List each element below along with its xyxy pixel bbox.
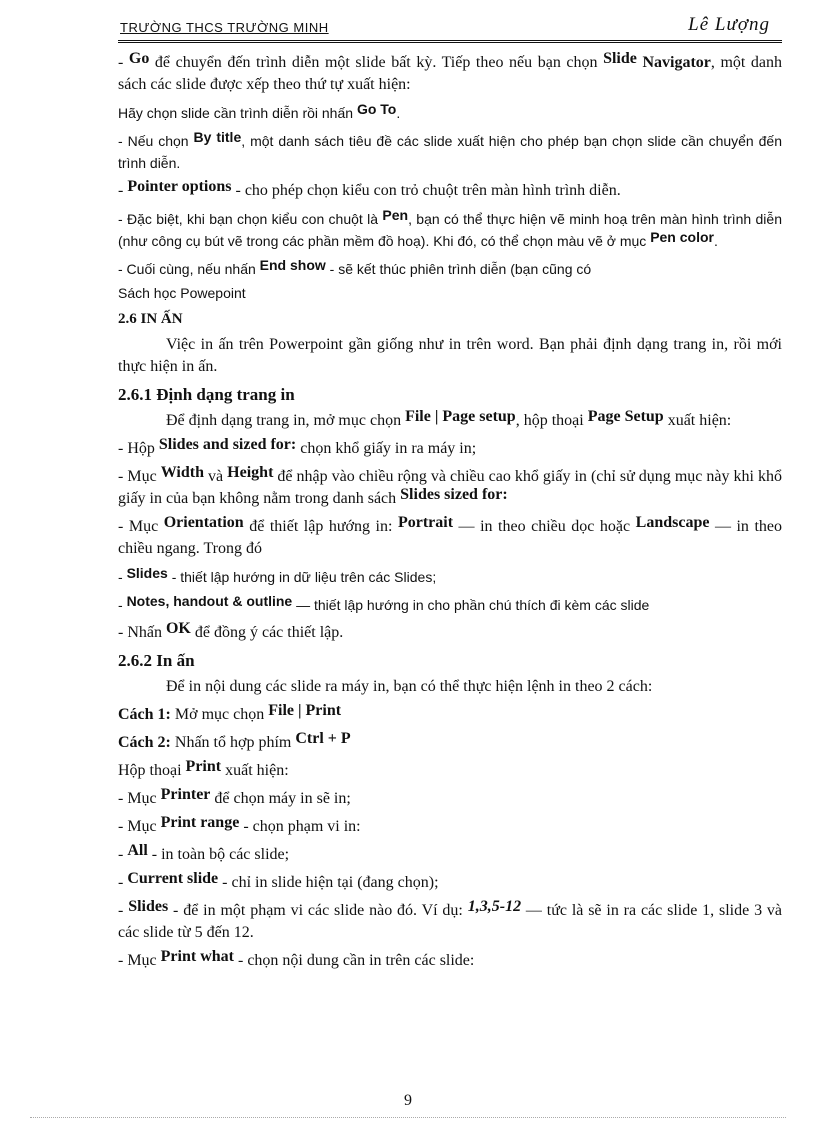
page-number: 9	[404, 1092, 412, 1109]
paragraph-slides-range: - Slides - để in một phạm vi các slide nào đó. Ví dụ: 1,3,5-12 — tức là sẽ in ra các slide 1, slide 3 và các slide từ 5 đến 12.	[118, 898, 783, 941]
paragraph-go: - Go để chuyển đến trình diễn một slide bất kỳ. Tiếp theo nếu bạn chọn Slide Navigator, một danh sách các slide được xếp theo thứ tự xuất hiện:	[118, 50, 783, 93]
school-name: TRƯỜNG THCS TRƯỜNG MINH	[120, 20, 329, 35]
section-heading-2-6-1: 2.6.1 Định dạng trang in	[118, 385, 295, 404]
paragraph-printer: - Mục Printer để chọn máy in sẽ in;	[118, 786, 351, 807]
page-content	[118, 52, 782, 978]
paragraph-slides-sized-for: - Hộp Slides and sized for: chọn khổ giấy in ra máy in;	[118, 436, 477, 457]
paragraph-goto: Hãy chọn slide cần trình diễn rồi nhấn Go To.	[118, 101, 401, 121]
section-heading-2-6-2: 2.6.2 In ấn	[118, 651, 195, 670]
paragraph-method-1: Cách 1: Mở mục chọn File | Print	[118, 702, 342, 723]
page-header	[118, 14, 782, 43]
author-name: Lê Lượng	[688, 14, 770, 35]
paragraph-book-title: Sách học Powepoint	[118, 285, 246, 301]
paragraph-end-show: - Cuối cùng, nếu nhấn End show - sẽ kết thúc phiên trình diễn (bạn cũng có	[118, 257, 592, 277]
footer-divider	[30, 1117, 786, 1118]
paragraph-printing-intro: Việc in ấn trên Powerpoint gần giống như in trên word. Bạn phải định dạng trang in, rồi mới thực hiện in ấn.	[118, 336, 782, 375]
paragraph-all: - All - in toàn bộ các slide;	[118, 842, 290, 863]
paragraph-method-2: Cách 2: Nhấn tổ hợp phím Ctrl + P	[118, 730, 351, 751]
paragraph-print-what: - Mục Print what - chọn nội dung cần in trên các slide:	[118, 948, 475, 969]
paragraph-slides-orientation: - Slides - thiết lập hướng in dữ liệu trên các Slides;	[118, 565, 437, 585]
paragraph-page-setup: Để định dạng trang in, mở mục chọn File | Page setup, hộp thoại Page Setup xuất hiện:	[166, 408, 732, 429]
paragraph-by-title: - Nếu chọn By title, một danh sách tiêu đề các slide xuất hiện cho phép bạn chọn slide cần chuyển đến trình diễn.	[118, 129, 783, 171]
paragraph-pointer-options: - Pointer options - cho phép chọn kiểu con trỏ chuột trên màn hình trình diễn.	[118, 178, 621, 199]
paragraph-width-height: - Mục Width và Height để nhập vào chiều rộng và chiều cao khổ giấy in (chỉ sử dụng mục này khi khổ giấy in của bạn không nằm trong danh sách Slides sized for:	[118, 464, 783, 507]
paragraph-orientation: - Mục Orientation để thiết lập hướng in: Portrait — in theo chiều dọc hoặc Landscape — in theo chiều ngang. Trong đó	[118, 514, 782, 557]
paragraph-print-range: - Mục Print range - chọn phạm vi in:	[118, 814, 361, 835]
paragraph-print-dialog: Hộp thoại Print xuất hiện:	[118, 758, 289, 779]
paragraph-notes-orientation: - Notes, handout & outline — thiết lập hướng in cho phần chú thích đi kèm các slide	[118, 593, 650, 613]
paragraph-print-intro: Để in nội dung các slide ra máy in, bạn có thể thực hiện lệnh in theo 2 cách:	[166, 678, 653, 695]
paragraph-ok: - Nhấn OK để đồng ý các thiết lập.	[118, 620, 344, 641]
section-heading-2-6: 2.6 IN ẤN	[118, 311, 183, 327]
paragraph-current-slide: - Current slide - chỉ in slide hiện tại (đang chọn);	[118, 870, 439, 891]
paragraph-pen: - Đặc biệt, khi bạn chọn kiểu con chuột là Pen, bạn có thể thực hiện vẽ minh hoạ trên màn hình trình diễn (như công cụ bút vẽ trong các phần mềm đồ hoạ). Khi đó, có thể chọn màu vẽ ở mục Pen color.	[118, 207, 782, 249]
